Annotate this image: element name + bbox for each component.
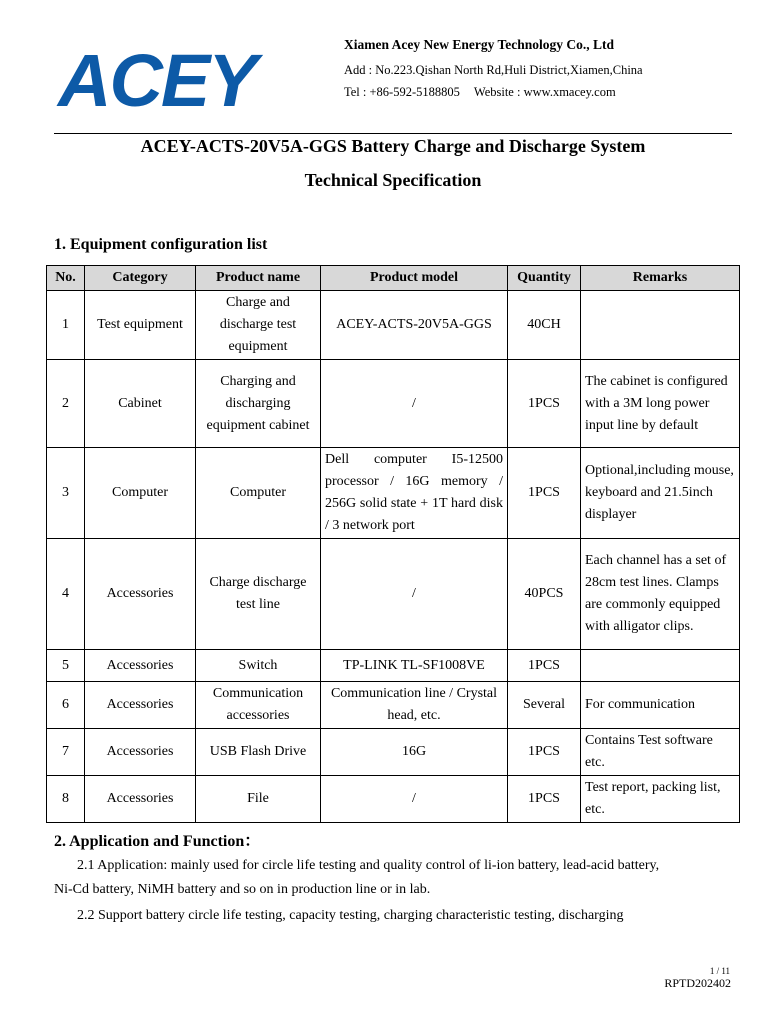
cell-remarks: The cabinet is configured with a 3M long power input line by default bbox=[581, 360, 740, 448]
section-heading-application: 2. Application and Function： bbox=[54, 833, 261, 850]
document-subtitle: Technical Specification bbox=[304, 170, 482, 190]
cell-category: Cabinet bbox=[85, 360, 196, 448]
table-row bbox=[47, 448, 740, 539]
cell-model: / bbox=[321, 360, 508, 448]
cell-quantity: Several bbox=[508, 682, 581, 729]
cell-remarks bbox=[581, 650, 740, 682]
cell-quantity: 40PCS bbox=[508, 539, 581, 650]
company-website: Website : www.xmacey.com bbox=[473, 85, 616, 99]
cell-model: / bbox=[321, 539, 508, 650]
column-header: Category bbox=[85, 266, 196, 291]
paragraph-support: 2.2 Support battery circle life testing, capacity testing, charging characteristic testing, discharging bbox=[77, 908, 624, 923]
equipment-configuration-table bbox=[46, 265, 740, 823]
column-header: No. bbox=[47, 266, 85, 291]
cell-quantity: 1PCS bbox=[508, 360, 581, 448]
paragraph-application-continued: Ni-Cd battery, NiMH battery and so on in production line or in lab. bbox=[54, 882, 431, 897]
table-row bbox=[47, 682, 740, 729]
cell-category: Test equipment bbox=[85, 291, 196, 360]
company-name: Xiamen Acey New Energy Technology Co., Ltd bbox=[344, 37, 614, 52]
cell-no: 3 bbox=[47, 448, 85, 539]
column-header: Product model bbox=[321, 266, 508, 291]
column-header: Remarks bbox=[581, 266, 740, 291]
cell-product-name: Charging and discharging equipment cabinet bbox=[196, 360, 321, 448]
table-row bbox=[47, 729, 740, 776]
table-row bbox=[47, 539, 740, 650]
cell-remarks: Test report, packing list, etc. bbox=[581, 776, 740, 823]
column-header: Product name bbox=[196, 266, 321, 291]
cell-model: Dell computer I5-12500 processor / 16G memory / 256G solid state + 1T hard disk / 3 network port bbox=[321, 448, 508, 539]
cell-product-name: Charge discharge test line bbox=[196, 539, 321, 650]
page-number: 1 / 11 bbox=[709, 966, 730, 976]
cell-quantity: 1PCS bbox=[508, 650, 581, 682]
section-heading-equipment: 1. Equipment configuration list bbox=[54, 236, 268, 253]
cell-no: 1 bbox=[47, 291, 85, 360]
table-header-row bbox=[47, 266, 740, 291]
cell-category: Accessories bbox=[85, 729, 196, 776]
cell-no: 8 bbox=[47, 776, 85, 823]
document-title: ACEY-ACTS-20V5A-GGS Battery Charge and Discharge System bbox=[140, 136, 646, 156]
cell-no: 6 bbox=[47, 682, 85, 729]
cell-product-name: Switch bbox=[196, 650, 321, 682]
column-header: Quantity bbox=[508, 266, 581, 291]
cell-quantity: 1PCS bbox=[508, 776, 581, 823]
cell-category: Accessories bbox=[85, 650, 196, 682]
cell-product-name: File bbox=[196, 776, 321, 823]
table-row bbox=[47, 650, 740, 682]
cell-quantity: 1PCS bbox=[508, 448, 581, 539]
acey-logo: ACEY bbox=[58, 39, 256, 122]
cell-no: 5 bbox=[47, 650, 85, 682]
table-row bbox=[47, 360, 740, 448]
cell-quantity: 40CH bbox=[508, 291, 581, 360]
cell-product-name: Charge and discharge test equipment bbox=[196, 291, 321, 360]
paragraph-application: 2.1 Application: mainly used for circle life testing and quality control of li-ion battery, lead-acid battery, bbox=[77, 858, 660, 873]
table-row bbox=[47, 776, 740, 823]
cell-no: 2 bbox=[47, 360, 85, 448]
company-contact bbox=[344, 85, 616, 100]
cell-category: Accessories bbox=[85, 682, 196, 729]
cell-model: ACEY-ACTS-20V5A-GGS bbox=[321, 291, 508, 360]
cell-remarks: For communication bbox=[581, 682, 740, 729]
cell-no: 4 bbox=[47, 539, 85, 650]
cell-no: 7 bbox=[47, 729, 85, 776]
cell-remarks: Each channel has a set of 28cm test lines. Clamps are commonly equipped with alligator clips. bbox=[581, 539, 740, 650]
cell-remarks: Optional,including mouse, keyboard and 21.5inch displayer bbox=[581, 448, 740, 539]
cell-model: TP-LINK TL-SF1008VE bbox=[321, 650, 508, 682]
company-address: Add : No.223.Qishan North Rd,Huli District,Xiamen,China bbox=[344, 63, 643, 77]
cell-product-name: Communication accessories bbox=[196, 682, 321, 729]
cell-category: Accessories bbox=[85, 539, 196, 650]
cell-remarks: Contains Test software etc. bbox=[581, 729, 740, 776]
company-tel: Tel : +86-592-5188805 bbox=[344, 85, 460, 99]
header-divider bbox=[54, 133, 732, 134]
document-id: RPTD202402 bbox=[664, 976, 731, 990]
cell-product-name: Computer bbox=[196, 448, 321, 539]
cell-remarks bbox=[581, 291, 740, 360]
table-row bbox=[47, 291, 740, 360]
cell-model: 16G bbox=[321, 729, 508, 776]
cell-model: / bbox=[321, 776, 508, 823]
cell-category: Computer bbox=[85, 448, 196, 539]
cell-model: Communication line / Crystal head, etc. bbox=[321, 682, 508, 729]
cell-product-name: USB Flash Drive bbox=[196, 729, 321, 776]
cell-quantity: 1PCS bbox=[508, 729, 581, 776]
cell-category: Accessories bbox=[85, 776, 196, 823]
